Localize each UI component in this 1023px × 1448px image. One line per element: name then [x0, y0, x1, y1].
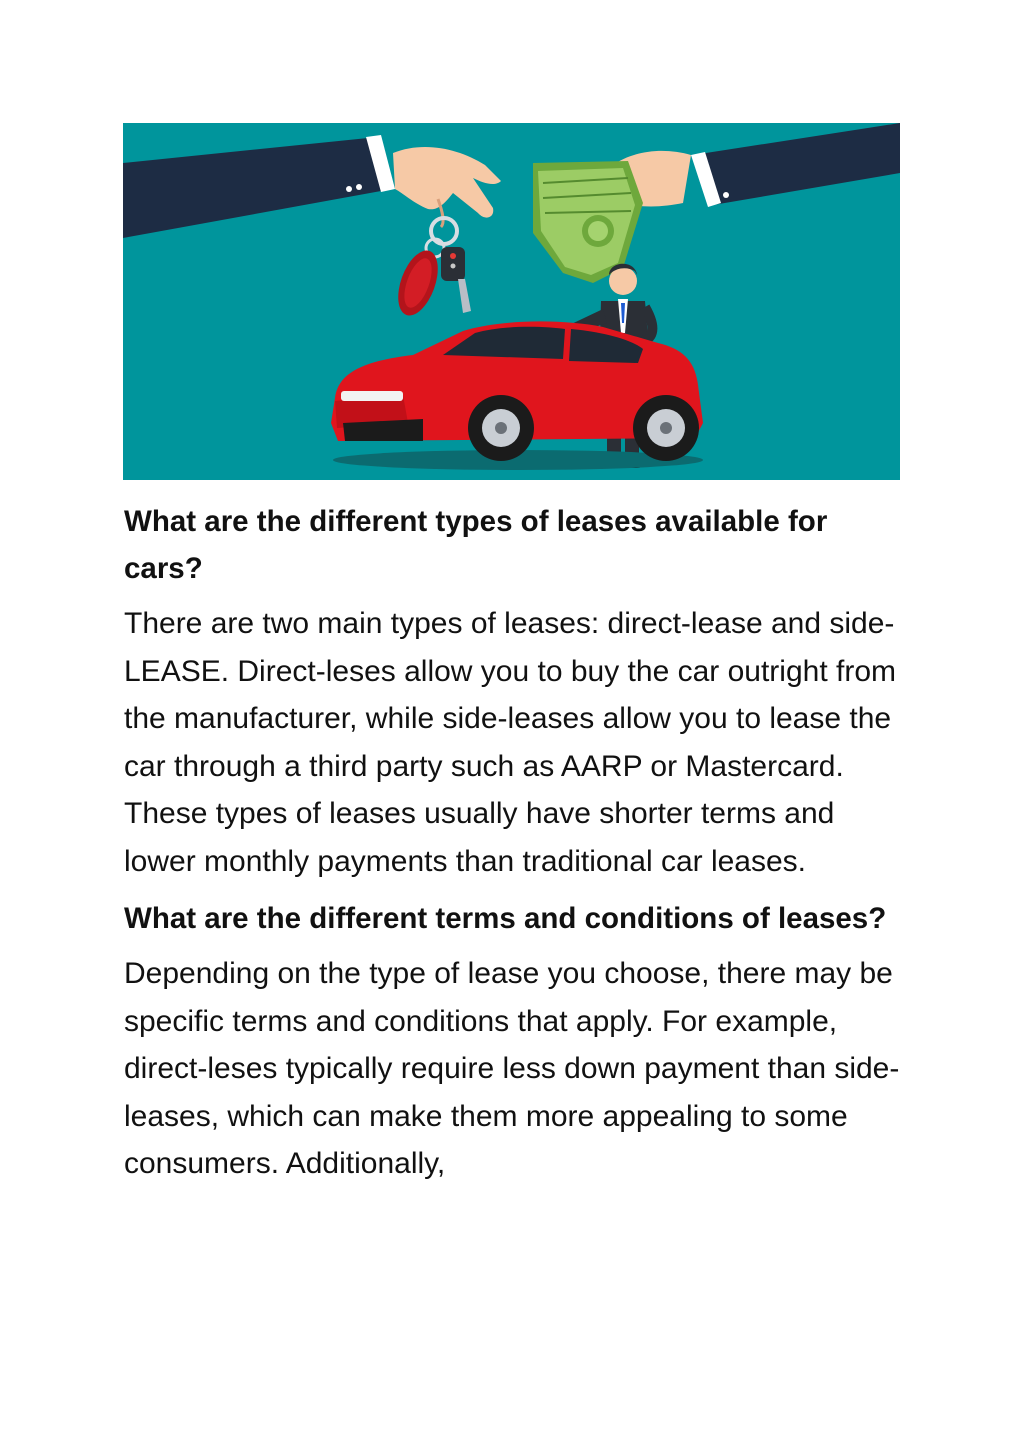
- section-paragraph: There are two main types of leases: direct-lease and side-LEASE. Direct-leses allow you to buy the car outright from the manufacturer, while side-leases allow you to lease the car through a third party such as AARP or Mastercard. These types of leases usually have shorter terms and lower monthly payments than traditional car leases.: [124, 607, 897, 878]
- hero-illustration: [123, 123, 900, 480]
- car-lease-handover-illustration: [123, 123, 900, 480]
- article-body: [124, 498, 910, 1198]
- section-paragraph: Depending on the type of lease you choose, there may be specific terms and conditions that apply. For example, direct-leses typically require less down payment than side-leases, which can make them more appealing to some consumers. Additionally,: [124, 957, 900, 1180]
- section-heading: What are the different types of leases available for cars?: [124, 505, 828, 585]
- section-heading: What are the different terms and conditions of leases?: [124, 902, 887, 935]
